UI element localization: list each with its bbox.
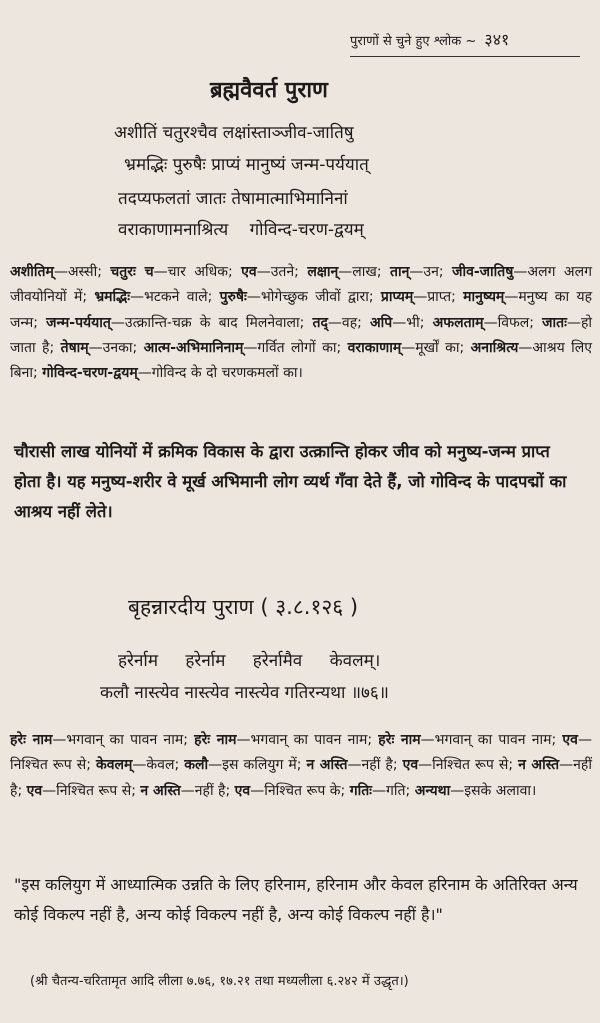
verse-line: भ्रमद्भिः पुरुषैः प्राप्यं मानुष्यं जन्म-पर्ययात् xyxy=(124,155,369,175)
gloss-meaning: प्राप्त xyxy=(427,289,452,306)
gloss-meaning: चार अधिक xyxy=(167,264,228,280)
gloss-meaning: भगवान् का पावन नाम xyxy=(250,732,368,748)
gloss-term: जन्म-पर्ययात् xyxy=(46,314,111,331)
gloss-meaning: निश्चित रूप से xyxy=(432,757,509,774)
gloss-meaning: भगवान् का पावन नाम xyxy=(434,732,552,748)
gloss-term: आत्म-अभिमानिनाम् xyxy=(143,339,244,356)
gloss-meaning: गति xyxy=(386,782,406,799)
gloss-meaning: इसके अलावा। xyxy=(464,782,537,799)
gloss-meaning: निश्चित रूप से xyxy=(56,782,132,799)
translation: चौरासी लाख योनियों में क्रमिक विकास के द्वारा उत्क्रान्ति होकर जीव को मनुष्य-जन्म प्राप्त होता है। यह मनुष्य-शरीर वे मूर्ख अभिमानी लोग व्यर्थ गँवा देते हैं, जो गोविन्द के पादपद्मों का आश्रय नहीं लेते। xyxy=(14,442,567,521)
running-header xyxy=(350,28,580,50)
gloss-meaning: गर्वित लोगों का xyxy=(257,339,337,356)
page-number: ३४१ xyxy=(484,30,510,49)
gloss-term: जीव-जातिषु xyxy=(452,264,514,280)
gloss-meaning: इस कलियुग में xyxy=(222,757,297,774)
quotation: "इस कलियुग में आध्यात्मिक उन्नति के लिए हरिनाम, हरिनाम और केवल हरिनाम के अतिरिक्त अन्य कोई विकल्प नहीं है, अन्य कोई विकल्प नहीं है, अन्य कोई विकल्प नहीं है।" xyxy=(14,875,578,924)
gloss-term: तेषाम् xyxy=(60,339,89,356)
gloss-meaning: लाख xyxy=(352,264,377,280)
verse-line: तदप्यफलतां जातः तेषामात्माभिमानिनां xyxy=(118,189,348,209)
gloss-meaning: विफल xyxy=(497,314,530,331)
gloss-term: अफलताम् xyxy=(432,314,484,331)
gloss-term: एव xyxy=(26,782,43,799)
gloss-meaning: केवल xyxy=(146,757,175,774)
header-separator: ~ xyxy=(465,34,477,49)
gloss-term: तान् xyxy=(390,264,410,280)
gloss-meaning: उन xyxy=(423,264,439,280)
header-rule xyxy=(350,56,580,57)
verse-line: अशीतिं चतुरश्चैव लक्षांस्ताञ्जीव-जातिषु xyxy=(114,123,354,143)
gloss-term: एव xyxy=(234,782,251,799)
gloss-term: केवलम् xyxy=(96,757,133,774)
gloss-meaning: उतने xyxy=(270,264,295,280)
gloss-term: हरेः नाम xyxy=(194,732,237,748)
running-title: पुराणों से चुने हुए श्लोक xyxy=(350,34,462,49)
gloss-term: अन्यथा xyxy=(414,782,451,799)
gloss-meaning: हो जाता है xyxy=(10,314,593,356)
gloss-meaning: नहीं है xyxy=(10,757,592,799)
citation: (श्री चैतन्य-चरितामृत आदि लीला ७.७६, १७.२१ तथा मध्यलीला ६.२४२ में उद्धृत।) xyxy=(30,974,409,989)
gloss-term: एव xyxy=(562,732,578,748)
word-gloss: अशीतिम्—अस्सी; चतुरः च—चार अधिक; एव—उतने; लक्षान्—लाख; तान्—उन; जीव-जातिषु—अलग अलग जीवयोनियों में; भ्रमद्भिः—भटकने वाले; पुरुषैः—भोगेच्छुक जीवों द्वारा; प्राप्यम्—प्राप्त; मानुष्यम्—मनुष्य का यह जन्म; जन्म-पर्ययात्—उत्क्रान्ति-चक्र के बाद मिलनेवाला; तद्—वह; अपि—भी; अफलताम्—विफल; जातः—हो जाता है; तेषाम्—उनका; आत्म-अभिमानिनाम्—गर्वित लोगों का; वराकाणाम्—मूर्खों का; अनाश्रित्य—आश्रय लिए बिना; गोविन्द-चरण-द्वयम्—गोविन्द के दो चरणकमलों का। xyxy=(10,264,593,382)
section-title: बृहन्नारदीय पुराण ( ३.८.१२६ ) xyxy=(128,595,359,619)
gloss-meaning: नहीं है xyxy=(361,757,393,774)
gloss-term: न अस्ति xyxy=(518,757,560,774)
gloss-meaning: निश्चित रूप के xyxy=(264,782,341,799)
section-title: ब्रह्मवैवर्त पुराण xyxy=(210,78,328,103)
gloss-meaning: उत्क्रान्ति-चक्र के बाद मिलनेवाला xyxy=(124,314,300,331)
gloss-term: हरेः नाम xyxy=(378,732,421,748)
gloss-meaning: निश्चित रूप से xyxy=(10,757,87,774)
verse-line: कलौ नास्त्येव नास्त्येव नास्त्येव गतिरन्यथा ॥७६॥ xyxy=(100,683,389,703)
gloss-term: न अस्ति xyxy=(306,757,348,774)
gloss-term: अपि xyxy=(369,314,393,331)
gloss-meaning: उनका xyxy=(102,339,133,356)
gloss-meaning: नहीं है xyxy=(194,782,226,799)
gloss-term: गतिः xyxy=(349,782,373,799)
gloss-term: लक्षान् xyxy=(307,264,339,280)
gloss-term: जातः xyxy=(542,314,567,331)
gloss-term: एव xyxy=(402,757,419,774)
gloss-meaning: भी xyxy=(406,314,420,331)
gloss-term: अशीतिम् xyxy=(10,264,54,280)
verse-line: वराकाणामनाश्रित्य गोविन्द-चरण-द्वयम् xyxy=(118,220,364,240)
gloss-meaning: मूर्खों का xyxy=(415,339,460,356)
word-gloss: हरेः नाम—भगवान् का पावन नाम; हरेः नाम—भगवान् का पावन नाम; हरेः नाम—भगवान् का पावन नाम; एव—निश्चित रूप से; केवलम्—केवल; कलौ—इस कलियुग में; न अस्ति—नहीं है; एव—निश्चित रूप से; न अस्ति—नहीं है; एव—निश्चित रूप से; न अस्ति—नहीं है; एव—निश्चित रूप के; गतिः—गति; अन्यथा—इसके अलावा। xyxy=(10,732,592,799)
gloss-term: हरेः नाम xyxy=(10,732,53,748)
gloss-term: मानुष्यम् xyxy=(463,289,505,306)
gloss-term: प्राप्यम् xyxy=(380,289,414,306)
gloss-term: गोविन्द-चरण-द्वयम् xyxy=(42,365,138,382)
gloss-term: अनाश्रित्य xyxy=(470,339,519,356)
gloss-meaning: अस्सी xyxy=(67,264,98,280)
gloss-meaning: भटकने वाले xyxy=(144,289,208,306)
gloss-meaning: भगवान् का पावन नाम xyxy=(66,732,184,748)
gloss-term: तद् xyxy=(312,314,328,331)
gloss-meaning: मनुष्य का यह जन्म xyxy=(10,289,592,331)
gloss-term: न अस्ति xyxy=(140,782,181,799)
gloss-term: पुरुषैः xyxy=(219,289,247,306)
verse-line: हरेर्नाम हरेर्नाम हरेर्नामैव केवलम्। xyxy=(118,651,381,671)
gloss-meaning: आश्रय लिए बिना xyxy=(10,339,593,382)
gloss-term: कलौ xyxy=(184,757,209,774)
gloss-term: वराकाणाम् xyxy=(347,339,402,356)
gloss-term: चतुरः च xyxy=(110,264,154,280)
gloss-meaning: भोगेच्छुक जीवों द्वारा xyxy=(260,289,369,306)
gloss-term: भ्रमद्भिः xyxy=(94,289,131,306)
gloss-meaning: अलग अलग जीवयोनियों में xyxy=(10,264,592,306)
gloss-meaning: वह xyxy=(341,314,358,331)
gloss-term: एव xyxy=(241,264,257,280)
gloss-meaning: गोविन्द के दो चरणकमलों का। xyxy=(151,365,303,382)
